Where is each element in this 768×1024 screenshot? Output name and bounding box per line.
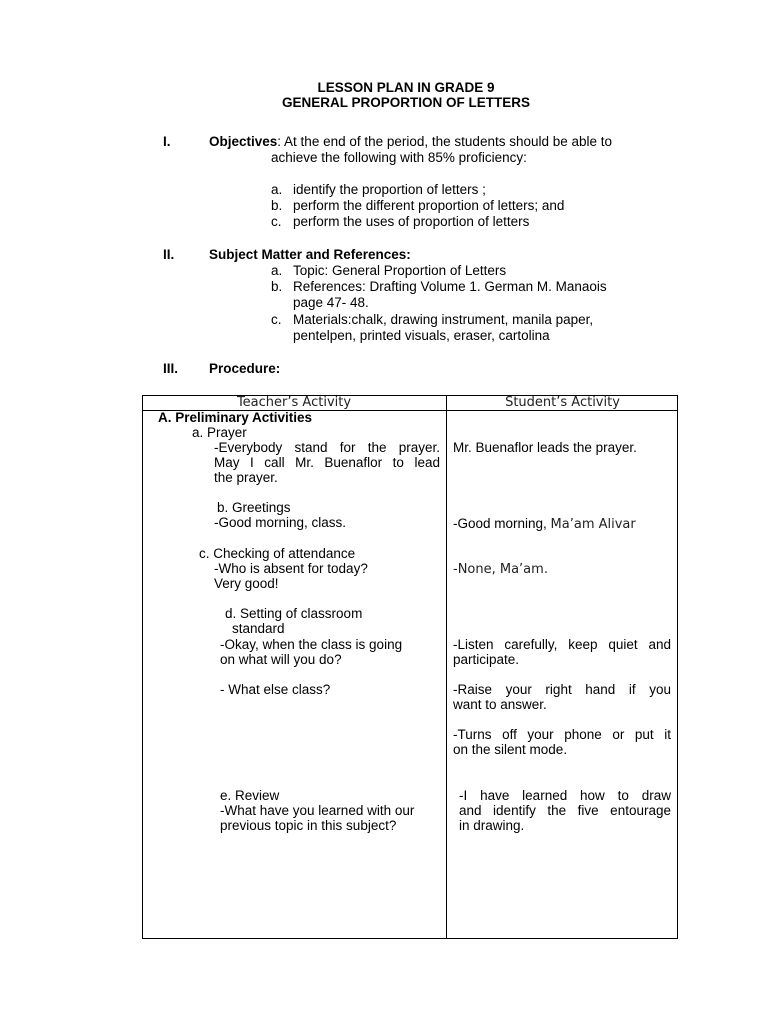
standard-teacher2: - What else class?	[220, 682, 331, 697]
reference-item-c: Materials:chalk, drawing instrument, manila paper,	[293, 312, 594, 327]
objective-item-b: perform the different proportion of letters; and	[293, 198, 565, 213]
review-student-line2: and identify the five entourage	[459, 803, 671, 818]
greetings-student	[453, 516, 636, 533]
section1-intro-line1: : At the end of the period, the students should be able to	[277, 134, 613, 149]
standard-student-line2: participate.	[453, 652, 520, 667]
standard-student2-line2: want to answer.	[453, 697, 547, 712]
teacher-activity-header: Teacher’s Activity	[236, 395, 352, 410]
prayer-label: a. Prayer	[192, 425, 247, 440]
objective-item-a: identify the proportion of letters ;	[293, 182, 486, 197]
reference-item-b: References: Drafting Volume 1. German M. Manaois	[293, 279, 607, 294]
greetings-student-prefix: -Good morning,	[453, 516, 551, 531]
section2-numeral: II.	[163, 247, 175, 262]
review-teacher-line1: -What have you learned with our	[220, 803, 415, 818]
greetings-teacher: -Good morning, class.	[214, 515, 347, 530]
review-student-line3: in drawing.	[459, 818, 525, 833]
standard-student-line1: -Listen carefully, keep quiet and	[453, 637, 671, 652]
attendance-teacher-line2: Very good!	[214, 576, 279, 591]
reference-marker-a: a.	[271, 263, 283, 278]
section1-intro	[209, 134, 612, 150]
review-student-line1: -I have learned how to draw	[459, 788, 671, 803]
document-title: LESSON PLAN IN GRADE 9	[317, 80, 495, 95]
standard-student3-line1: -Turns off your phone or put it	[453, 727, 671, 742]
attendance-label: c. Checking of attendance	[199, 546, 356, 561]
section2-heading: Subject Matter and References:	[209, 247, 411, 262]
objective-marker-c: c.	[271, 214, 282, 229]
reference-marker-b: b.	[271, 279, 283, 294]
document-subtitle: GENERAL PROPORTION OF LETTERS	[281, 95, 531, 110]
section1-intro-line2: achieve the following with 85% proficiency:	[271, 150, 527, 165]
reference-marker-c: c.	[271, 312, 282, 327]
reference-item-c-cont: pentelpen, printed visuals, eraser, cartolina	[293, 328, 550, 343]
prayer-teacher-line2: May I call Mr. Buenaflor to lead	[214, 455, 440, 470]
attendance-teacher-line1: -Who is absent for today?	[214, 561, 368, 576]
preliminary-activities-heading: A. Preliminary Activities	[158, 410, 313, 425]
table-column-divider	[446, 395, 447, 939]
greetings-student-name: Ma’am Alivar	[550, 517, 636, 532]
standard-student2-line1: -Raise your right hand if you	[453, 682, 671, 697]
student-activity-header: Student’s Activity	[505, 395, 620, 410]
standard-teacher-line1: -Okay, when the class is going	[220, 637, 403, 652]
prayer-teacher-line3: the prayer.	[214, 470, 278, 485]
section3-numeral: III.	[163, 361, 179, 376]
standard-label-line2: standard	[232, 621, 285, 636]
standard-label-line1: d. Setting of classroom	[225, 606, 363, 621]
prayer-student: Mr. Buenaflor leads the prayer.	[453, 440, 637, 455]
reference-item-a: Topic: General Proportion of Letters	[293, 263, 507, 278]
objective-marker-a: a.	[271, 182, 283, 197]
greetings-label: b. Greetings	[217, 500, 291, 515]
review-label: e. Review	[220, 788, 280, 803]
objective-item-c: perform the uses of proportion of letters	[293, 214, 530, 229]
section3-heading: Procedure:	[209, 361, 281, 376]
objective-marker-b: b.	[271, 198, 283, 213]
reference-item-b-cont: page 47- 48.	[293, 295, 369, 310]
standard-teacher-line2: on what will you do?	[220, 652, 342, 667]
attendance-student: -None, Ma’am.	[453, 562, 548, 577]
prayer-teacher-line1: -Everybody stand for the prayer.	[214, 440, 440, 455]
standard-student3-line2: on the silent mode.	[453, 742, 568, 757]
review-teacher-line2: previous topic in this subject?	[220, 818, 397, 833]
section1-numeral: I.	[163, 134, 171, 149]
section1-heading: Objectives	[209, 134, 278, 149]
